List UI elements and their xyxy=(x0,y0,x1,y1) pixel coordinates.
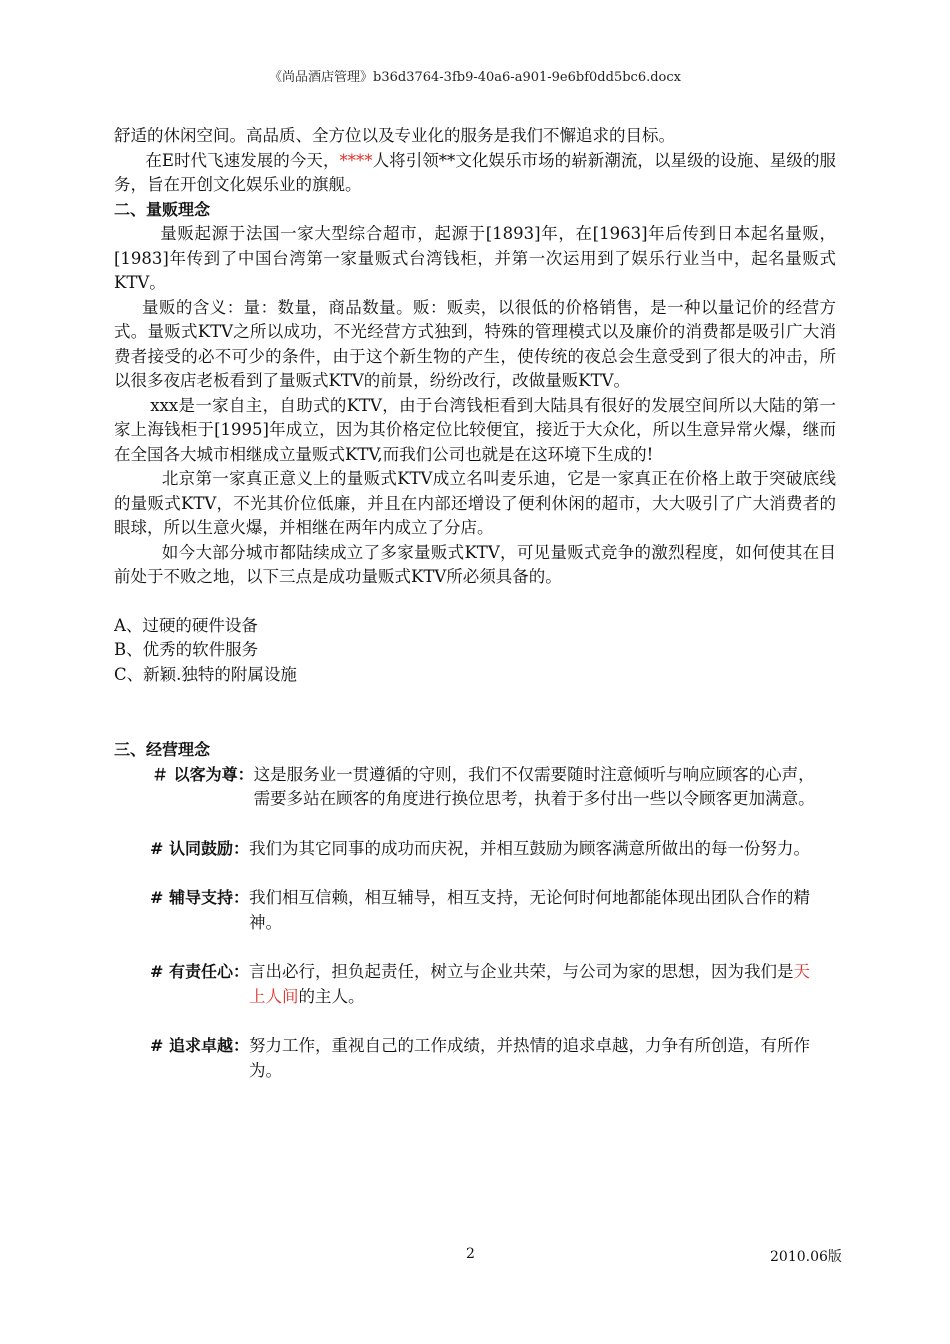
principle-label: # 有责任心： xyxy=(150,962,249,981)
principle-label: # 认同鼓励： xyxy=(150,838,249,858)
highlighted-name: 天上人间 xyxy=(248,962,810,1006)
list-item: B、优秀的软件服务 xyxy=(114,640,259,659)
success-factor-list xyxy=(114,614,836,688)
list-item: A、过硬的硬件设备 xyxy=(114,615,258,635)
paragraph: xxx是一家自主，自助式的KTV，由于台湾钱柜看到大陆具有很好的发展空间所以大陆的第一家上海钱柜于[1995]年成立，因为其价格定位比较便宜，接近于大众化，所以生意异常火爆，继而在全国各大城市相继成立量贩式KTV,而我们公司也就是在这环境下生成的! xyxy=(114,395,836,464)
version-label: 2010.06版 xyxy=(770,1249,842,1265)
principle-item xyxy=(114,886,836,935)
principle-item xyxy=(114,960,836,1009)
paragraph: 量贩起源于法国一家大型综合超市，起源于[1893]年，在[1963]年后传到日本起名量贩，[1983]年传到了中国台湾第一家量贩式台湾钱柜，并第一次运用到了娱乐行业当中，起名量贩式KTV。 xyxy=(114,224,836,292)
page-number: 2 xyxy=(466,1246,475,1262)
principle-desc: 努力工作，重视自己的工作成绩，并热情的追求卓越，力争有所创造，有所作为。 xyxy=(248,1036,810,1080)
principle-desc: 我们为其它同事的成功而庆祝，并相互鼓励为顾客满意所做出的每一份努力。 xyxy=(248,838,810,858)
principle-label: ＃ 以客为尊： xyxy=(152,764,254,784)
paragraph-text: 人将引领**文化娱乐市场的崭新潮流，以星级的设施、星级的服务，旨在开创文化娱乐业的旗舰。 xyxy=(114,150,837,194)
paragraph: 如今大部分城市都陆续成立了多家量贩式KTV，可见量贩式竞争的激烈程度，如何使其在目前处于不败之地，以下三点是成功量贩式KTV所必须具备的。 xyxy=(114,542,836,586)
principle-label: # 追求卓越： xyxy=(150,1036,249,1055)
document-body xyxy=(114,124,836,1083)
paragraph xyxy=(114,149,836,198)
principle-item xyxy=(114,1034,836,1083)
list-item: C、新颖.独特的附属设施 xyxy=(114,664,297,684)
principle-item xyxy=(114,763,836,812)
principle-text: 的主人。 xyxy=(298,986,365,1006)
paragraph: 量贩的含义：量：数量，商品数量。贩：贩卖，以很低的价格销售，是一种以量记价的经营方式。量贩式KTV之所以成功，不光经营方式独到，特殊的管理模式以及廉价的消费都是吸引广大消费者接受的必不可少的条件，由于这个新生物的产生，使传统的夜总会生意受到了很大的冲击，所以很多夜店老板看到了量贩式KTV的前景，纷纷改行，改做量贩KTV。 xyxy=(114,297,836,390)
document-header: 《尚品酒店管理》b36d3764-3fb9-40a6-a901-9e6bf0dd5bc6.docx xyxy=(269,70,681,85)
principle-item xyxy=(114,837,836,862)
paragraph-text: 在E时代飞速发展的今天， xyxy=(145,150,340,170)
paragraph: 舒适的休闲空间。高品质、全方位以及专业化的服务是我们不懈追求的目标。 xyxy=(114,126,675,145)
redacted-name: **** xyxy=(339,150,373,170)
principle-desc: 我们相互信赖，相互辅导，相互支持，无论何时何地都能体现出团队合作的精神。 xyxy=(248,888,810,932)
section-heading: 二、量贩理念 xyxy=(114,199,211,219)
principle-text: 言出必行，担负起责任，树立与企业共荣，与公司为家的思想，因为我们是 xyxy=(248,962,794,981)
principle-desc xyxy=(249,960,836,1009)
section-heading: 三、经营理念 xyxy=(114,740,211,759)
principle-label: # 辅导支持： xyxy=(150,888,249,907)
paragraph: 北京第一家真正意义上的量贩式KTV成立名叫麦乐迪，它是一家真正在价格上敢于突破底线的量贩式KTV，不光其价位低廉，并且在内部还增设了便利休闲的超市，大大吸引了广大消费者的眼球，所以生意火爆，并相继在两年内成立了分店。 xyxy=(114,469,836,537)
principle-desc: 这是服务业一贯遵循的守则，我们不仅需要随时注意倾听与响应顾客的心声，需要多站在顾客的角度进行换位思考，执着于多付出一些以令顾客更加满意。 xyxy=(253,764,815,808)
